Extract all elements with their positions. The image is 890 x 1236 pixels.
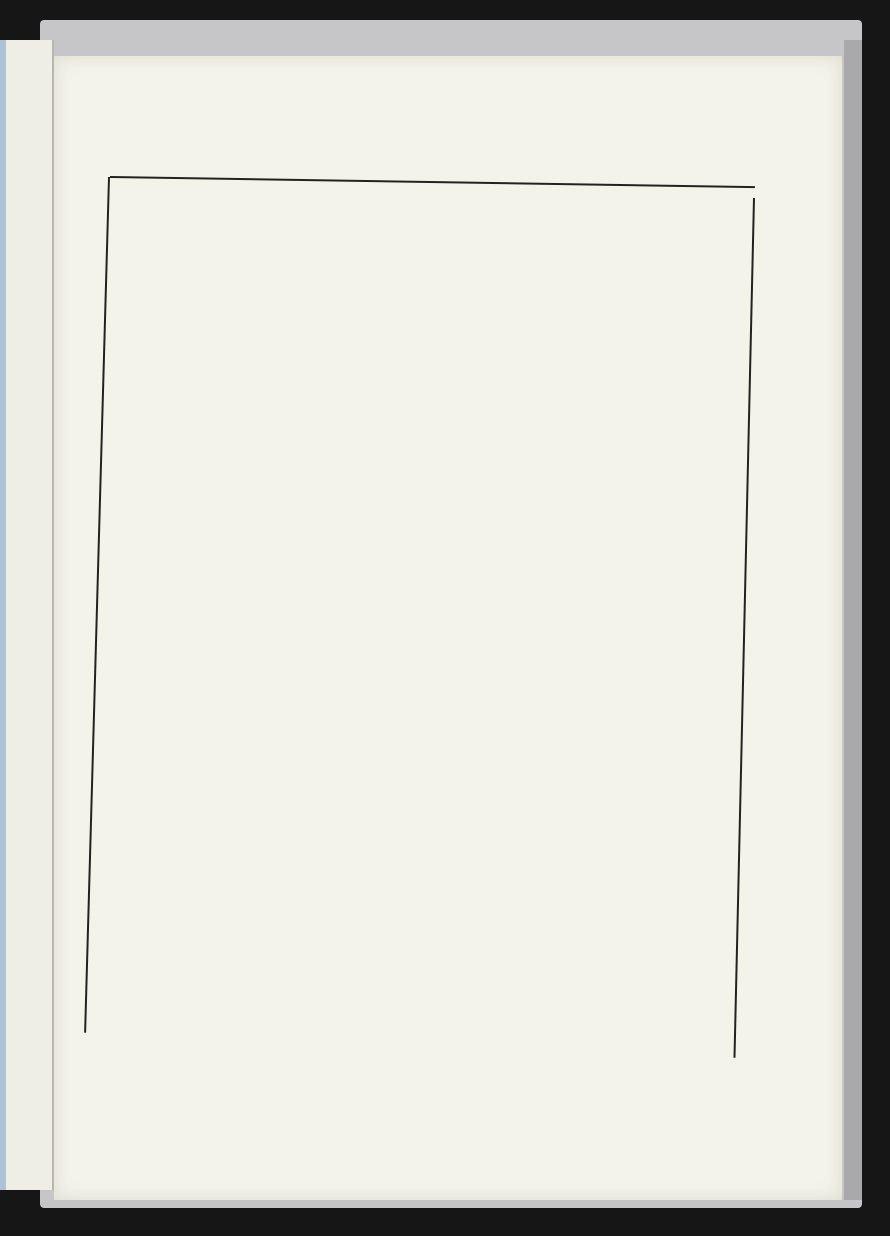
left-page-tint: [0, 40, 6, 1190]
book-page: [54, 56, 842, 1200]
left-page-edge: [0, 40, 54, 1190]
cover-edge: [844, 40, 862, 1200]
